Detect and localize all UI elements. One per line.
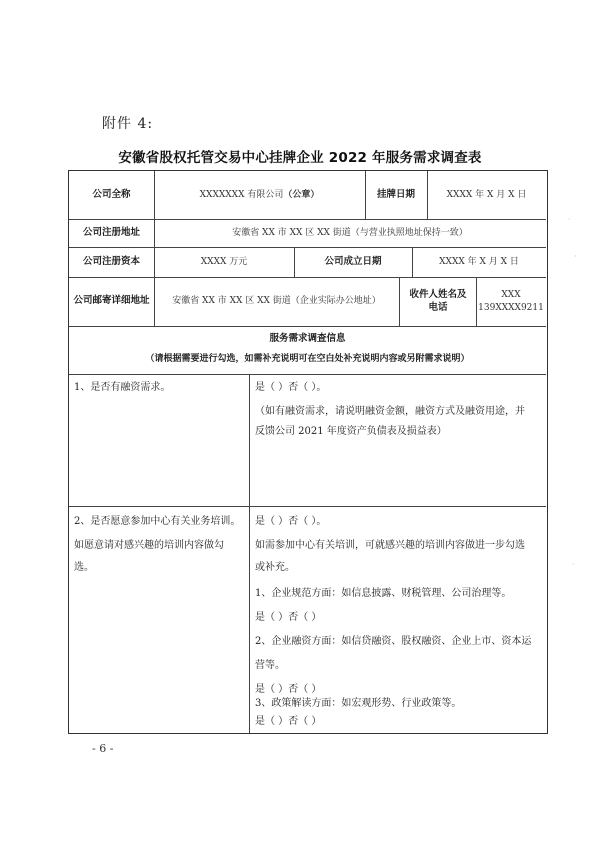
- page-number: - 6 -: [92, 742, 114, 755]
- survey-section-note: （请根据需要进行勾选，如需补充说明可在空白处补充说明内容或另附需求说明）: [145, 353, 470, 364]
- col-divider: [249, 374, 250, 733]
- row-divider: [69, 506, 546, 507]
- margin-mark: ·: [572, 560, 575, 569]
- company-name-text: XXXXXXX 有限公司: [199, 189, 284, 200]
- company-name-label: 公司全称: [92, 188, 131, 200]
- reg-capital-value: XXXX 万元: [200, 256, 248, 267]
- q2-option1-answer[interactable]: 是（ ）否（ ）: [255, 612, 322, 623]
- q2-option2-answer[interactable]: 是（ ）否（ ）: [255, 684, 322, 695]
- attachment-label: 附件 4:: [102, 116, 154, 132]
- q2-option3: 3、政策解读方面：如宏观形势、行业政策等。: [255, 698, 462, 709]
- survey-section-title: 服务需求调查信息: [269, 332, 346, 344]
- q2-option2-line2: 营等。: [255, 660, 285, 671]
- col-divider: [399, 277, 400, 326]
- q2-answer[interactable]: 是（ ）否（ ）。: [255, 516, 327, 527]
- mail-address-value: 安徽省 XX 市 XX 区 XX 街道（企业实际办公地址）: [172, 296, 381, 307]
- listing-date-label: 挂牌日期: [376, 188, 415, 200]
- row-divider: [69, 326, 546, 327]
- company-stamp-text: （公章）: [283, 189, 320, 200]
- document-title: 安徽省股权托管交易中心挂牌企业 2022 年服务需求调查表: [118, 150, 482, 166]
- founding-date-label: 公司成立日期: [324, 255, 382, 267]
- reg-address-value: 安徽省 XX 市 XX 区 XX 街道（与营业执照地址保持一致）: [232, 227, 468, 238]
- founding-date-value: XXXX 年 X 月 X 日: [439, 256, 519, 267]
- reg-address-label: 公司注册地址: [82, 226, 140, 238]
- q2-option3-answer[interactable]: 是（ ）否（ ）: [255, 716, 322, 727]
- q2-question-line2: 如愿意请对感兴趣的培训内容做勾: [74, 540, 224, 551]
- q2-option1: 1、企业规范方面：如信息披露、财税管理、公司治理等。: [255, 588, 512, 599]
- q1-note-line2: 反馈公司 2021 年度资产负债表及损益表）: [255, 426, 447, 437]
- margin-mark: ·: [574, 252, 577, 261]
- reg-capital-label: 公司注册资本: [82, 255, 140, 267]
- margin-mark: ·: [568, 215, 571, 224]
- row-divider: [69, 374, 546, 375]
- listing-date-value: XXXX 年 X 月 X 日: [446, 189, 527, 200]
- recipient-phone: 139XXXX9211: [478, 302, 544, 313]
- q2-intro-line2: 或补充。: [255, 562, 295, 573]
- q1-question: 1、是否有融资需求。: [74, 382, 171, 393]
- recipient-name: XXX: [501, 290, 521, 301]
- company-name-value: [154, 171, 365, 219]
- q2-option2-line1: 2、企业融资方面：如信贷融资、股权融资、企业上市、资本运: [255, 636, 532, 647]
- q1-note-line1: （如有融资需求，请说明融资金额，融资方式及融资用途，并: [255, 406, 525, 417]
- q2-question-line1: 2、是否愿意参加中心有关业务培训。: [74, 516, 241, 527]
- mail-address-label: 公司邮寄详细地址: [73, 295, 150, 307]
- q1-answer[interactable]: 是（ ）否（ ）。: [255, 382, 327, 393]
- recipient-label: 收件人姓名及电话: [409, 288, 467, 313]
- q2-question-line3: 选。: [74, 562, 94, 573]
- recipient-value: [476, 277, 546, 326]
- q2-intro-line1: 如需参加中心有关培训，可就感兴趣的培训内容做进一步勾选: [255, 540, 525, 551]
- survey-form-table: [68, 170, 548, 734]
